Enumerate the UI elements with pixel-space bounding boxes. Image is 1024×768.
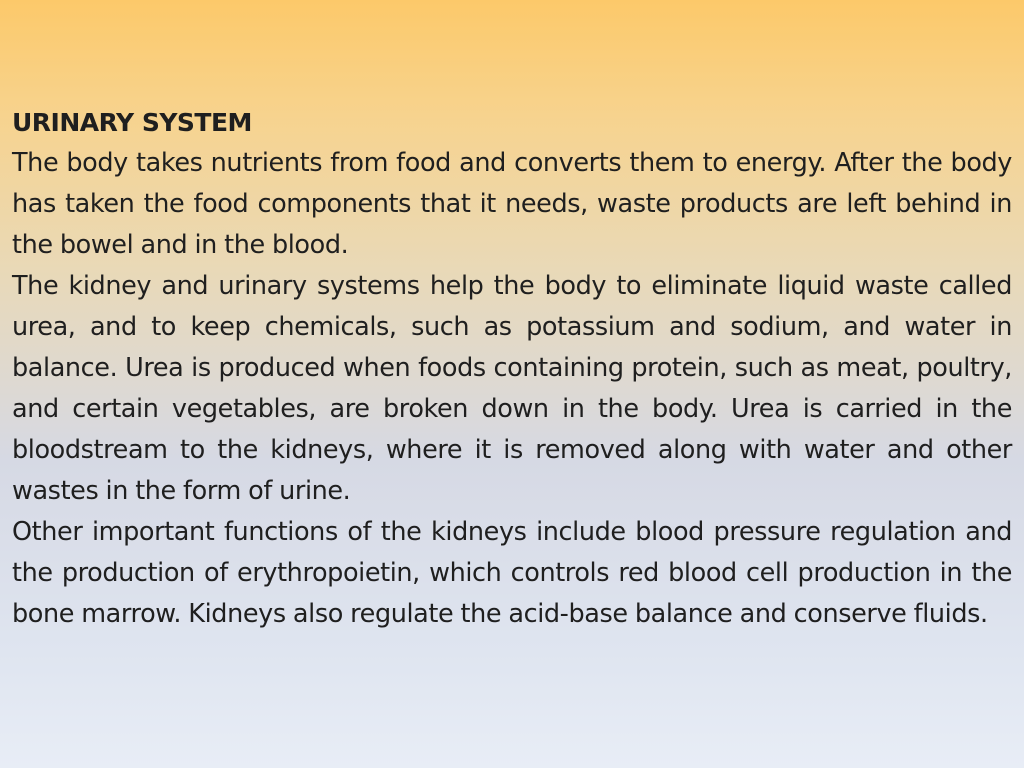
slide-content <box>12 102 1012 635</box>
paragraph-kidney-functions: Other important functions of the kidneys include blood pressure regulation and the production of erythropoietin, which controls red blood cell production in the bone marrow. Kidneys also regulate the acid-base balance and conserve fluids. <box>12 517 1012 629</box>
paragraph-urea-elimination: The kidney and urinary systems help the body to eliminate liquid waste called urea, and to keep chemicals, such as potassium and sodium, and water in balance. Urea is produced when foods containing protein, such as meat, poultry, and certain vegetables, are broken down in the body. Urea is carried in the bloodstream to the kidneys, where it is removed along with water and other wastes in the form of urine. <box>12 271 1012 506</box>
slide-title: URINARY SYSTEM <box>12 108 252 137</box>
paragraph-digestion-waste: The body takes nutrients from food and converts them to energy. After the body has taken the food components that it needs, waste products are left behind in the bowel and in the blood. <box>12 148 1012 260</box>
